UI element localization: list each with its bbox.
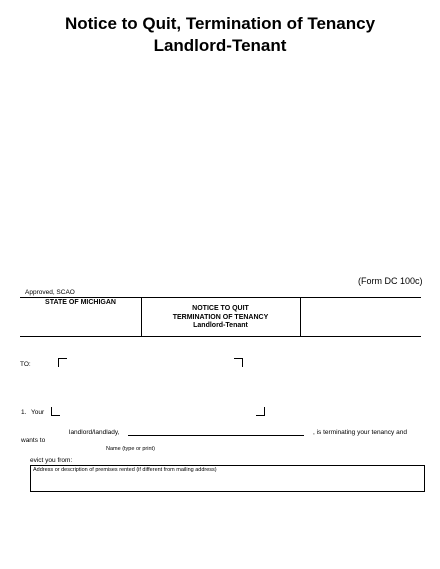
form-number: (Form DC 100c) — [358, 276, 423, 286]
notice-title-2: TERMINATION OF TENANCY — [172, 313, 269, 321]
landlord-name-line — [128, 435, 304, 436]
landlord-name-field[interactable] — [128, 424, 304, 435]
name-hint: Name (type or print) — [106, 446, 155, 452]
your-bracket-left — [51, 407, 60, 416]
your-bracket-right — [256, 407, 265, 416]
header-bottom-rule — [20, 336, 421, 337]
evict-text: evict you from: — [30, 457, 73, 464]
to-address-field[interactable] — [66, 366, 234, 396]
item1-your-label: Your — [31, 409, 45, 416]
header-top-rule — [20, 297, 421, 298]
to-label: TO: — [20, 361, 31, 368]
wants-to-text: wants to — [21, 437, 46, 444]
notice-title-1: NOTICE TO QUIT — [192, 305, 249, 312]
notice-title-3: Landlord-Tenant — [193, 322, 248, 329]
notice-title-block — [141, 305, 300, 331]
terminating-text: , is terminating your tenancy and — [313, 429, 407, 436]
landlord-label: landlord/landlady, — [69, 429, 120, 436]
approved-label: Approved, SCAO — [25, 289, 75, 296]
address-hint: Address or description of premises rented (if different from mailing address) — [33, 467, 217, 473]
address-bracket-top-right — [234, 358, 243, 367]
page-title: Notice to Quit, Termination of Tenancy — [64, 14, 376, 33]
page-subtitle: Landlord-Tenant — [153, 36, 287, 55]
premises-address-box[interactable] — [30, 465, 425, 492]
landlord-type-field[interactable] — [60, 404, 255, 416]
state-label: STATE OF MICHIGAN — [45, 299, 116, 306]
header-divider-right — [300, 297, 301, 336]
item1-number: 1. — [21, 409, 27, 416]
